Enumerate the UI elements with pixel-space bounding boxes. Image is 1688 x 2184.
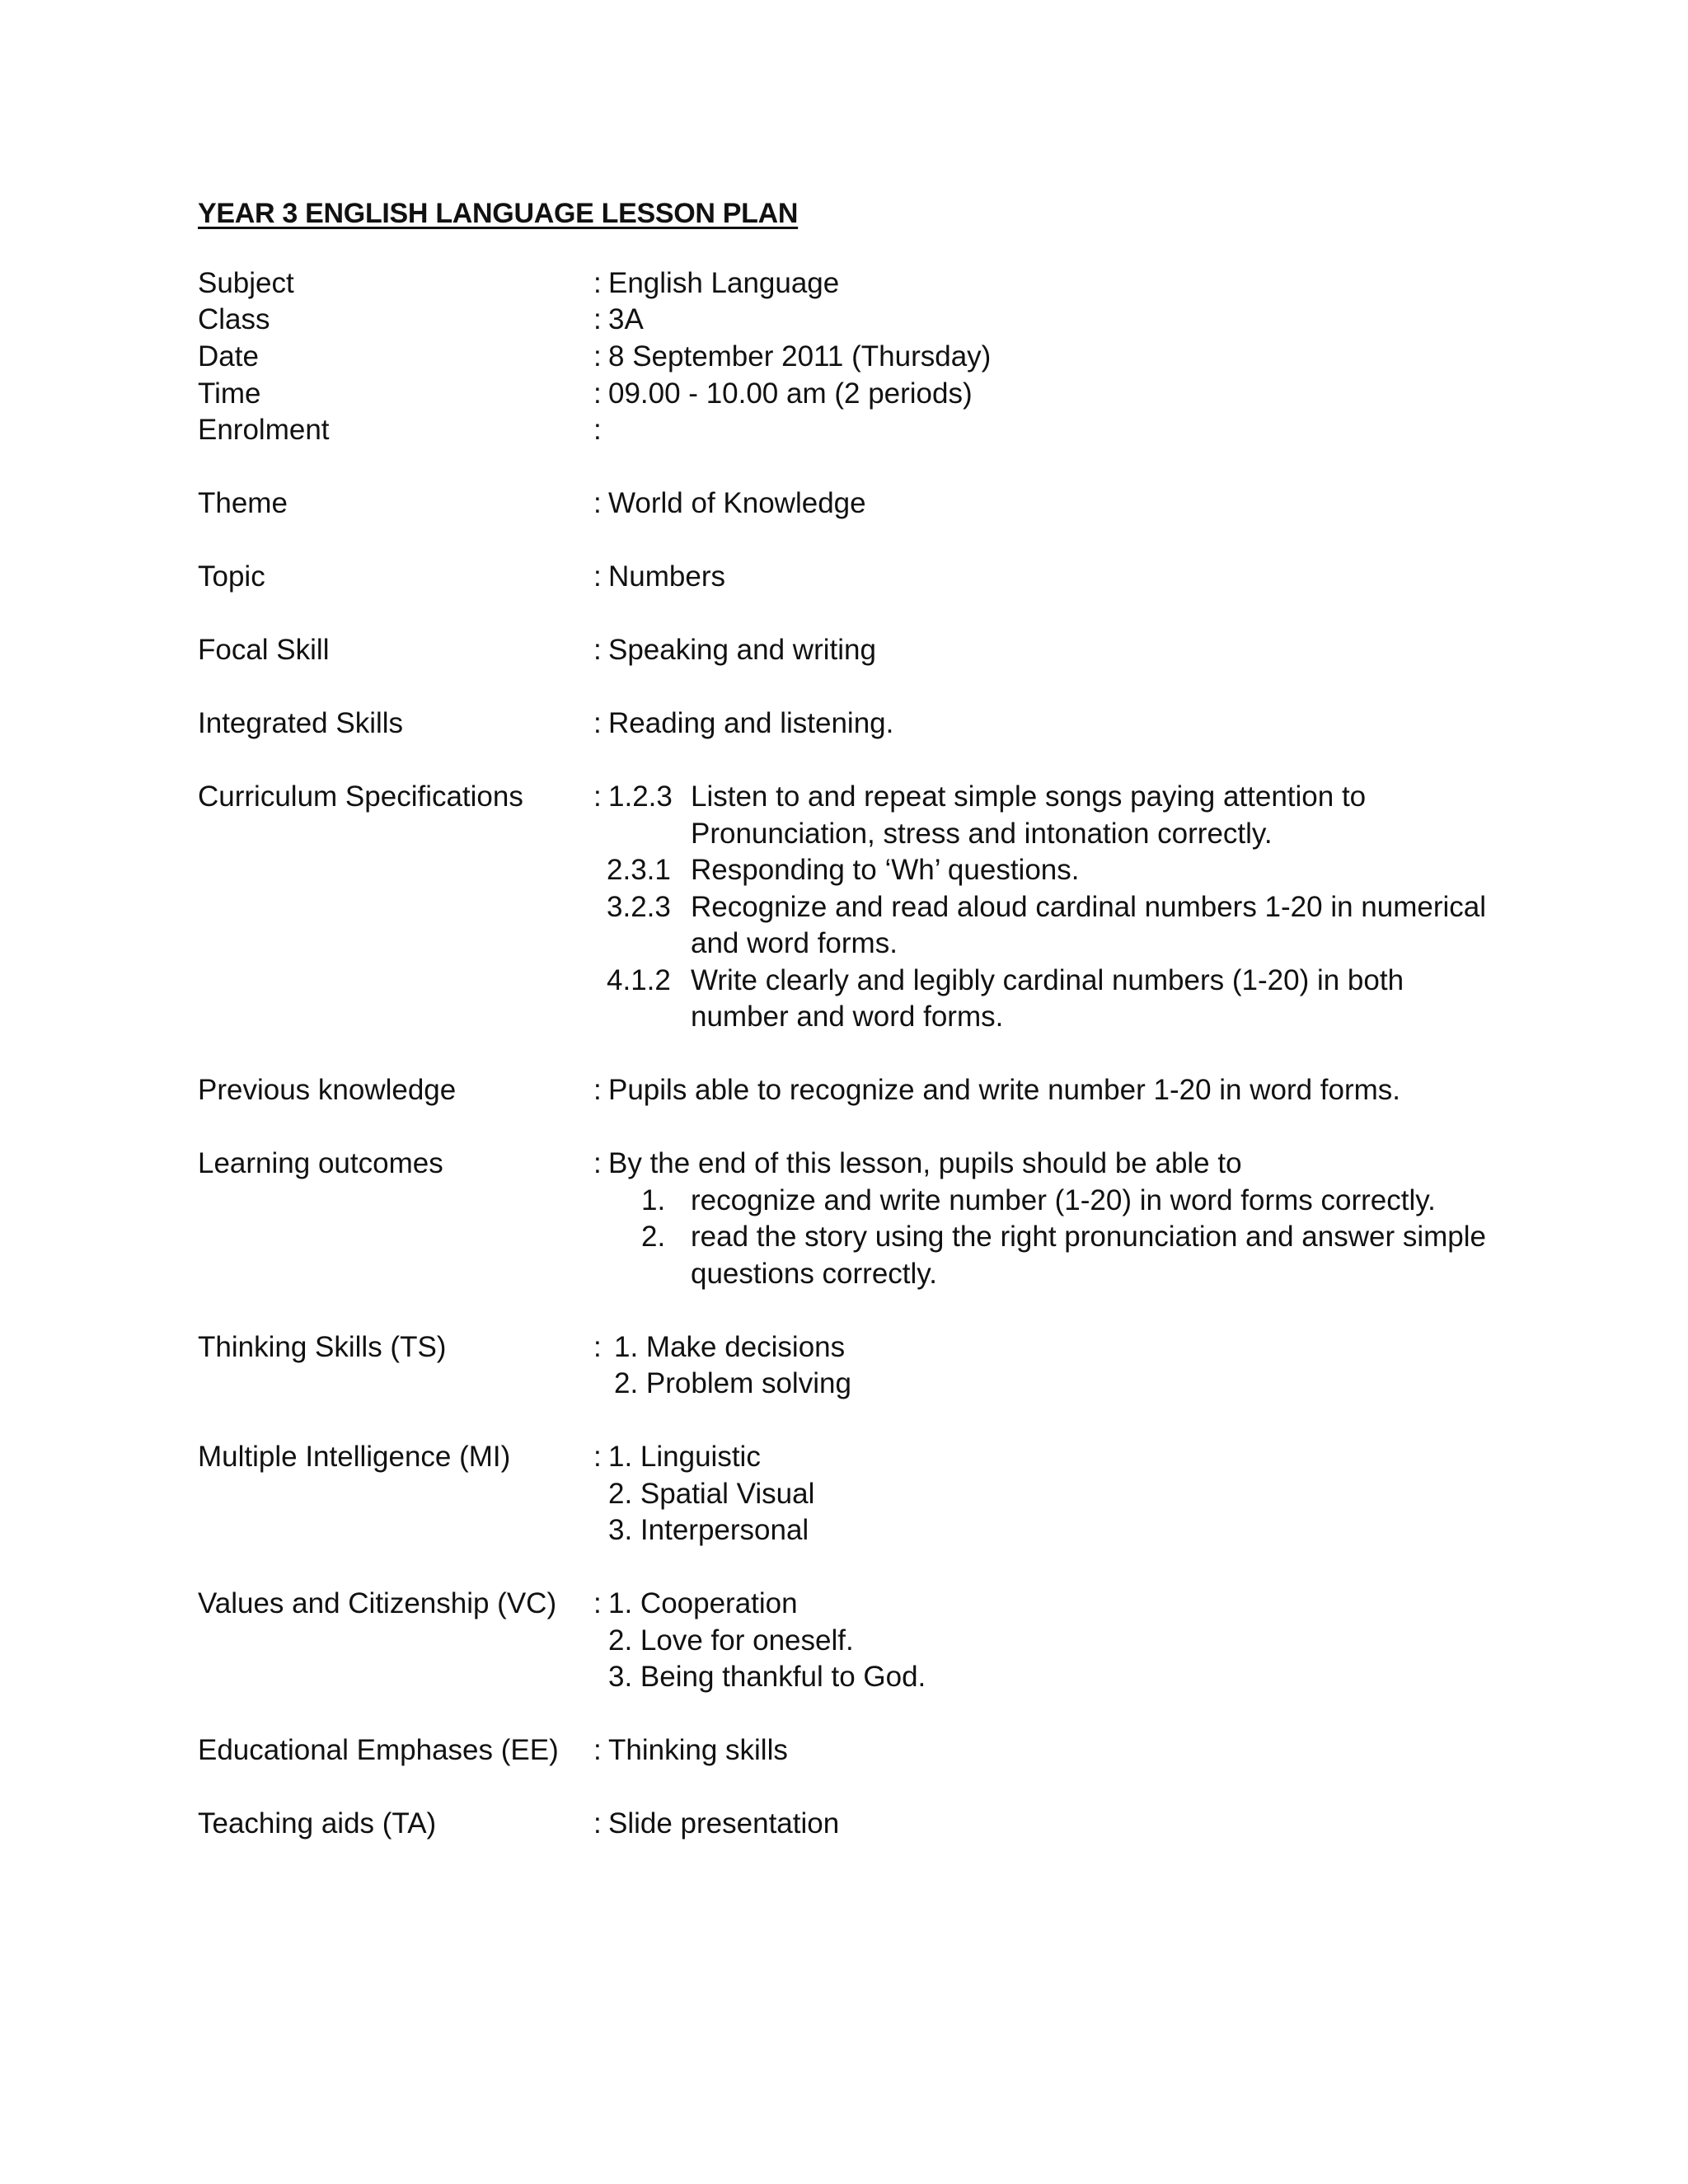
curriculum-line: Responding to ‘Wh’ questions. <box>691 854 1080 886</box>
outcome-line: recognize and write number (1-20) in word forms correctly. <box>691 1184 1436 1216</box>
values-citizenship-colon: : <box>593 1587 602 1619</box>
multiple-intelligence-colon: : <box>593 1441 602 1473</box>
curriculum-line: and word forms. <box>691 927 898 959</box>
curriculum-label: Curriculum Specifications <box>198 780 523 813</box>
focal-skill-value: Speaking and writing <box>608 634 876 666</box>
subject-value: English Language <box>608 267 840 299</box>
document-title: YEAR 3 ENGLISH LANGUAGE LESSON PLAN <box>198 198 799 229</box>
curriculum-line: Pronunciation, stress and intonation correctly. <box>691 818 1273 850</box>
curriculum-line: Listen to and repeat simple songs paying attention to <box>691 780 1367 813</box>
values-citizenship-item: 3. Being thankful to God. <box>608 1661 926 1693</box>
integrated-skills-colon: : <box>593 707 602 739</box>
outcome-number: 2. <box>641 1221 666 1253</box>
multiple-intelligence-item: 3. Interpersonal <box>608 1514 809 1546</box>
date-colon: : <box>593 340 602 373</box>
theme-label: Theme <box>198 487 288 519</box>
topic-value: Numbers <box>608 560 725 593</box>
integrated-skills-value: Reading and listening. <box>608 707 894 739</box>
previous-knowledge-value: Pupils able to recognize and write number 1-20 in word forms. <box>608 1074 1401 1106</box>
thinking-skills-label: Thinking Skills (TS) <box>198 1331 447 1363</box>
educational-emphases-label: Educational Emphases (EE) <box>198 1734 559 1766</box>
learning-outcomes-label: Learning outcomes <box>198 1147 443 1179</box>
thinking-skills-colon: : <box>593 1331 602 1363</box>
curriculum-line: Recognize and read aloud cardinal numbers 1-20 in numerical <box>691 891 1487 923</box>
outcome-number: 1. <box>641 1184 666 1216</box>
previous-knowledge-colon: : <box>593 1074 602 1106</box>
learning-outcomes-intro: By the end of this lesson, pupils should be able to <box>608 1147 1242 1179</box>
curriculum-code: 4.1.2 <box>607 964 671 996</box>
class-label: Class <box>198 303 270 335</box>
curriculum-colon: : <box>593 780 602 813</box>
time-label: Time <box>198 377 261 410</box>
subject-label: Subject <box>198 267 294 299</box>
date-label: Date <box>198 340 259 373</box>
curriculum-line: Write clearly and legibly cardinal numbers (1-20) in both <box>691 964 1404 996</box>
class-value: 3A <box>608 303 644 335</box>
multiple-intelligence-label: Multiple Intelligence (MI) <box>198 1441 511 1473</box>
previous-knowledge-label: Previous knowledge <box>198 1074 457 1106</box>
multiple-intelligence-item: 1. Linguistic <box>608 1441 761 1473</box>
theme-colon: : <box>593 487 602 519</box>
enrolment-label: Enrolment <box>198 414 330 446</box>
outcome-line: read the story using the right pronunciation and answer simple <box>691 1221 1486 1253</box>
theme-value: World of Knowledge <box>608 487 866 519</box>
teaching-aids-label: Teaching aids (TA) <box>198 1807 437 1840</box>
enrolment-colon: : <box>593 414 602 446</box>
topic-colon: : <box>593 560 602 593</box>
teaching-aids-colon: : <box>593 1807 602 1840</box>
thinking-skill-item: 2. Problem solving <box>614 1367 851 1399</box>
values-citizenship-item: 1. Cooperation <box>608 1587 798 1619</box>
subject-colon: : <box>593 267 602 299</box>
teaching-aids-value: Slide presentation <box>608 1807 840 1840</box>
curriculum-code: 3.2.3 <box>607 891 671 923</box>
time-value: 09.00 - 10.00 am (2 periods) <box>608 377 973 410</box>
curriculum-code: 1.2.3 <box>608 780 673 813</box>
outcome-line: questions correctly. <box>691 1258 937 1290</box>
curriculum-line: number and word forms. <box>691 1001 1004 1033</box>
integrated-skills-label: Integrated Skills <box>198 707 404 739</box>
values-citizenship-item: 2. Love for oneself. <box>608 1624 854 1657</box>
class-colon: : <box>593 303 602 335</box>
thinking-skill-item: 1. Make decisions <box>614 1331 846 1363</box>
topic-label: Topic <box>198 560 265 593</box>
date-value: 8 September 2011 (Thursday) <box>608 340 992 373</box>
time-colon: : <box>593 377 602 410</box>
focal-skill-label: Focal Skill <box>198 634 330 666</box>
learning-outcomes-colon: : <box>593 1147 602 1179</box>
curriculum-code: 2.3.1 <box>607 854 671 886</box>
values-citizenship-label: Values and Citizenship (VC) <box>198 1587 557 1619</box>
educational-emphases-colon: : <box>593 1734 602 1766</box>
multiple-intelligence-item: 2. Spatial Visual <box>608 1478 815 1510</box>
educational-emphases-value: Thinking skills <box>608 1734 788 1766</box>
focal-skill-colon: : <box>593 634 602 666</box>
